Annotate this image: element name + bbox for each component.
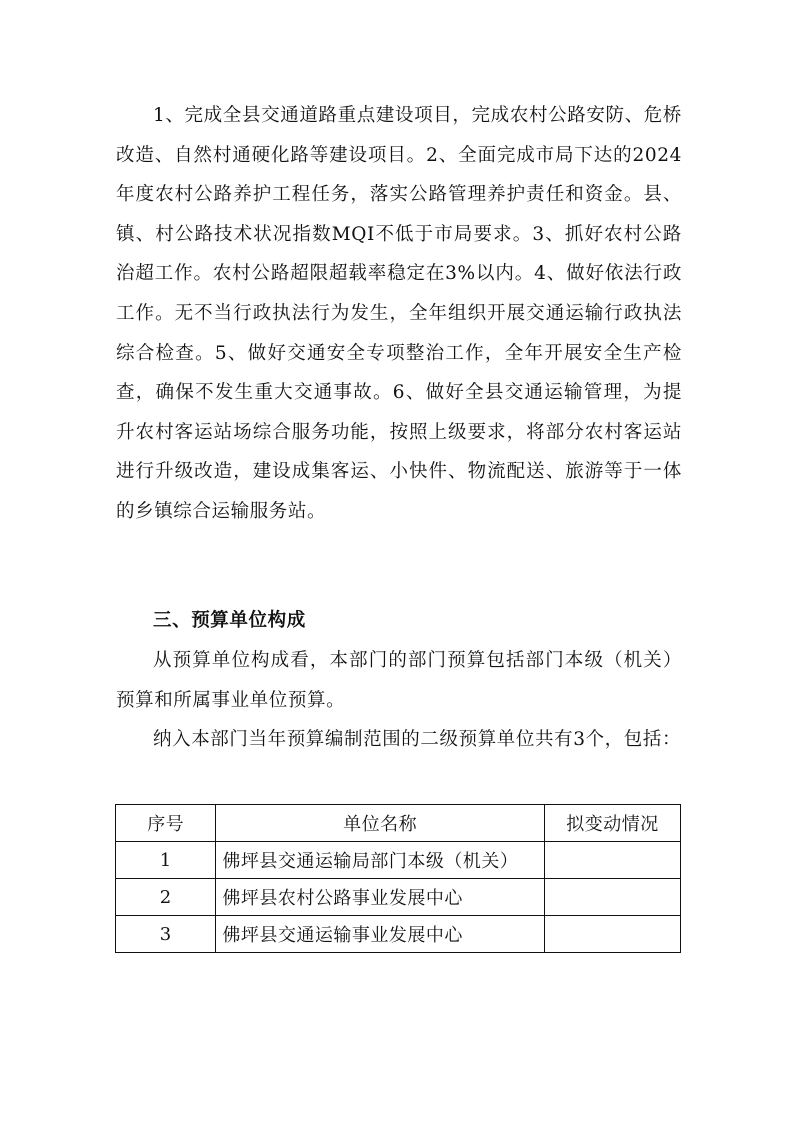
cell-planned-change [544,842,680,879]
budget-units-table [115,804,681,953]
cell-planned-change [544,916,680,953]
cell-serial-number: 2 [116,879,216,916]
cell-unit-name: 佛坪县农村公路事业发展中心 [216,879,545,916]
cell-planned-change [544,879,680,916]
cell-serial-number: 1 [116,842,216,879]
cell-unit-name: 佛坪县交通运输局部门本级（机关） [216,842,545,879]
table-header-row [116,805,681,842]
table-row [116,916,681,953]
paragraph-work-goals: 1、完成全县交通道路重点建设项目，完成农村公路安防、危桥改造、自然村通硬化路等建设项目。2、全面完成市局下达的2024年度农村公路养护工程任务，落实公路管理养护责任和资金。县、镇、村公路技术状况指数MQI不低于市局要求。3、抓好农村公路治超工作。农村公路超限超载率稳定在3%以内。4、做好依法行政工作。无不当行政执法行为发生，全年组织开展交通运输行政执法综合检查。5、做好交通安全专项整治工作，全年开展安全生产检查，确保不发生重大交通事故。6、做好全县交通运输管理，为提升农村客运站场综合服务功能，按照上级要求，将部分农村客运站进行升级改造，建设成集客运、小快件、物流配送、旅游等于一体的乡镇综合运输服务站。 [116,105,682,522]
header-unit-name: 单位名称 [216,805,545,842]
header-planned-change: 拟变动情况 [544,805,680,842]
paragraph-budget-composition: 从预算单位构成看，本部门的部门预算包括部门本级（机关）预算和所属事业单位预算。 [116,650,682,711]
paragraph-secondary-units: 纳入本部门当年预算编制范围的二级预算单位共有3个，包括： [153,729,682,750]
cell-serial-number: 3 [116,916,216,953]
table-row [116,842,681,879]
section-heading-budget-units: 三、预算单位构成 [153,610,306,631]
header-serial-number: 序号 [116,805,216,842]
table-row [116,879,681,916]
cell-unit-name: 佛坪县交通运输事业发展中心 [216,916,545,953]
